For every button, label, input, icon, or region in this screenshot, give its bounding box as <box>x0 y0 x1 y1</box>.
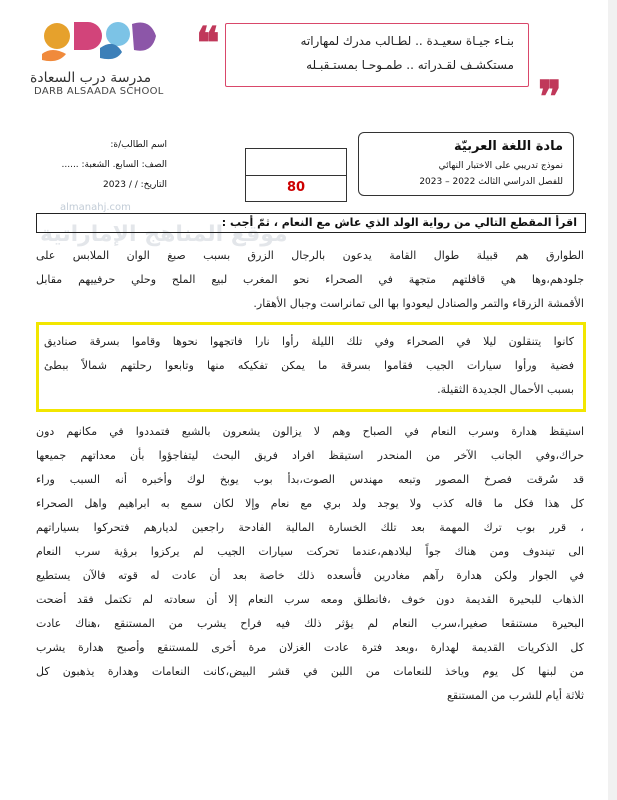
watermark-site: almanahj.com <box>60 202 131 213</box>
slogan-line-2: مستكشـف لقـدراته .. طمـوحـا بمستـقبـله <box>306 58 514 72</box>
close-quote-icon: ❞ <box>538 72 562 123</box>
exam-date-label: التاريخ: / / 2023 <box>103 180 167 190</box>
paragraph-line: الأقمشة الزرقاء والتمر والصنادل ليعودوا بها الى تمانراست وجبال الأهقار. <box>253 297 584 310</box>
logo-shape-magenta <box>74 22 102 50</box>
school-name-english: DARB ALSAADA SCHOOL <box>34 86 164 97</box>
paragraph-line: ثلاثة أيام للشرب من المستنقع <box>447 689 584 702</box>
instruction-text: اقرأ المقطع التالي من رواية الولد الذي عاش مع النعام ، ثمّ أجب : <box>221 216 577 229</box>
logo-shapes <box>42 22 156 61</box>
logo-shape-blue <box>100 44 122 59</box>
score-divider <box>246 175 346 176</box>
paragraph-line: كانوا يتنقلون ليلا في الصحراء وفي تلك الليلة رأوا نارا فاتجهوا نحوها وقاموا بسرقة صناديق <box>44 335 574 348</box>
paragraph-line: جلودهم،وها هي قافلتهم متجهة في الصحراء نحو المغرب لبيع الملح وحلي حرفييهم مقابل <box>36 273 584 286</box>
exam-term: للفصل الدراسي الثالث 2022 – 2023 <box>419 177 563 187</box>
page-edge <box>608 0 617 800</box>
open-quote-icon: ❝ <box>196 18 220 69</box>
student-grade-label: الصف: السابع. الشعبة: ...... <box>61 160 167 170</box>
paragraph-line: في الجوار ولكن هدارة رآهم مغادرين فأسعده ذلك خاصة بعد أن عادت له قوته فالآن يستطيع <box>36 569 584 582</box>
paragraph-line: حراك،وفي الجانب الآخر من المنحدر استيقظ افراد فريق البحث ليتفاجؤوا بأن معداتهم جميعها <box>36 449 584 462</box>
score-box <box>245 148 347 202</box>
instruction-box <box>36 213 586 233</box>
paragraph-line: كل هذا فكل ما قاله كذب ولا يوجد ولد بري مع نعام وإلا لكان سمع به ابراهيم واهل الصحراء <box>36 497 584 510</box>
logo-shape-orange <box>44 23 70 49</box>
watermark-text: موقع المناهج الإماراتية <box>40 222 288 247</box>
paragraph-line: الذهاب للبحيرة القديمة دون خوف ،فانطلق ومعه سرب النعام إلا أن سعادته لم تكتمل فقد أضحت <box>36 593 584 606</box>
score-value: 80 <box>286 180 306 195</box>
paragraph-line: ، قرر بوب ترك المهمة بعد تلك الخسارة المالية الفادحة راجعين لديارهم فتحركوا بسياراتهم <box>36 521 584 534</box>
paragraph-line: استيقظ هدارة وسرب النعام في الصباح وهم لا يزالون يشعرون بالشبع فتمددوا في مكانهم دون <box>36 425 584 438</box>
paragraph-line: البحيرة مستنقعا صغيرا،سرب النعام لم يؤثر ذلك فيه فراح يشرب من المستنقع ،هناك عادت <box>36 617 584 630</box>
paragraph-3 <box>36 420 584 708</box>
exam-info-card <box>358 132 574 196</box>
paragraph-line: قد سُرقت فصرخ المصور وتبعه مهندس الصوت،بدأ بوب يوبخ لوك وأخبره أنه السبب وراء <box>36 473 584 486</box>
slogan-line-1: بنـاء جيـاة سعيـدة .. لطـالب مدرك لمهاراته <box>300 34 514 48</box>
exam-model: نموذج تدريبي على الاختبار النهائي <box>438 161 563 171</box>
paragraph-1 <box>36 244 584 316</box>
paragraph-line: الطوارق هم قبيلة طوال القامة يدعون بالرجال الزرق بسبب صبغ الوان الملابس على <box>36 249 584 262</box>
logo-shape-orange2 <box>42 50 66 61</box>
paragraph-line: كل الذكريات القديمة لهدارة ،وبعد فترة عادت الغزلان مرة أخرى للمستنقع وأصبح هدارة يشرب <box>36 641 584 654</box>
slogan-box <box>225 23 529 87</box>
paragraph-line: فضية ورأوا سيارات الجيب فقاموا بسرقة ما يمكن تفكيكه منها وتابعوا رحلتهم شمالاً ببطئ <box>44 359 574 372</box>
logo-shape-purple <box>132 23 156 51</box>
student-name-label: اسم الطالب/ة: <box>110 140 167 150</box>
paragraph-line: بسبب الأحمال الجديدة الثقيلة. <box>437 383 574 396</box>
paragraph-line: الى تيندوف ومن هناك جواً لبلادهم،عندما تحركت سيارات الجيب لم يركزوا برؤية سرب النعام <box>36 545 584 558</box>
paragraph-line: من لبنها كل يوم وياخذ للنعامات من اللبن في قشر البيض،كانت النعامات وهدارة يذهبون كل <box>36 665 584 678</box>
logo-shape-lightblue <box>106 22 130 46</box>
subject-title: مادة اللغة العربيّة <box>453 139 563 154</box>
school-name-arabic: مدرسة درب السعادة <box>30 70 152 86</box>
paragraph-2 <box>44 330 574 402</box>
